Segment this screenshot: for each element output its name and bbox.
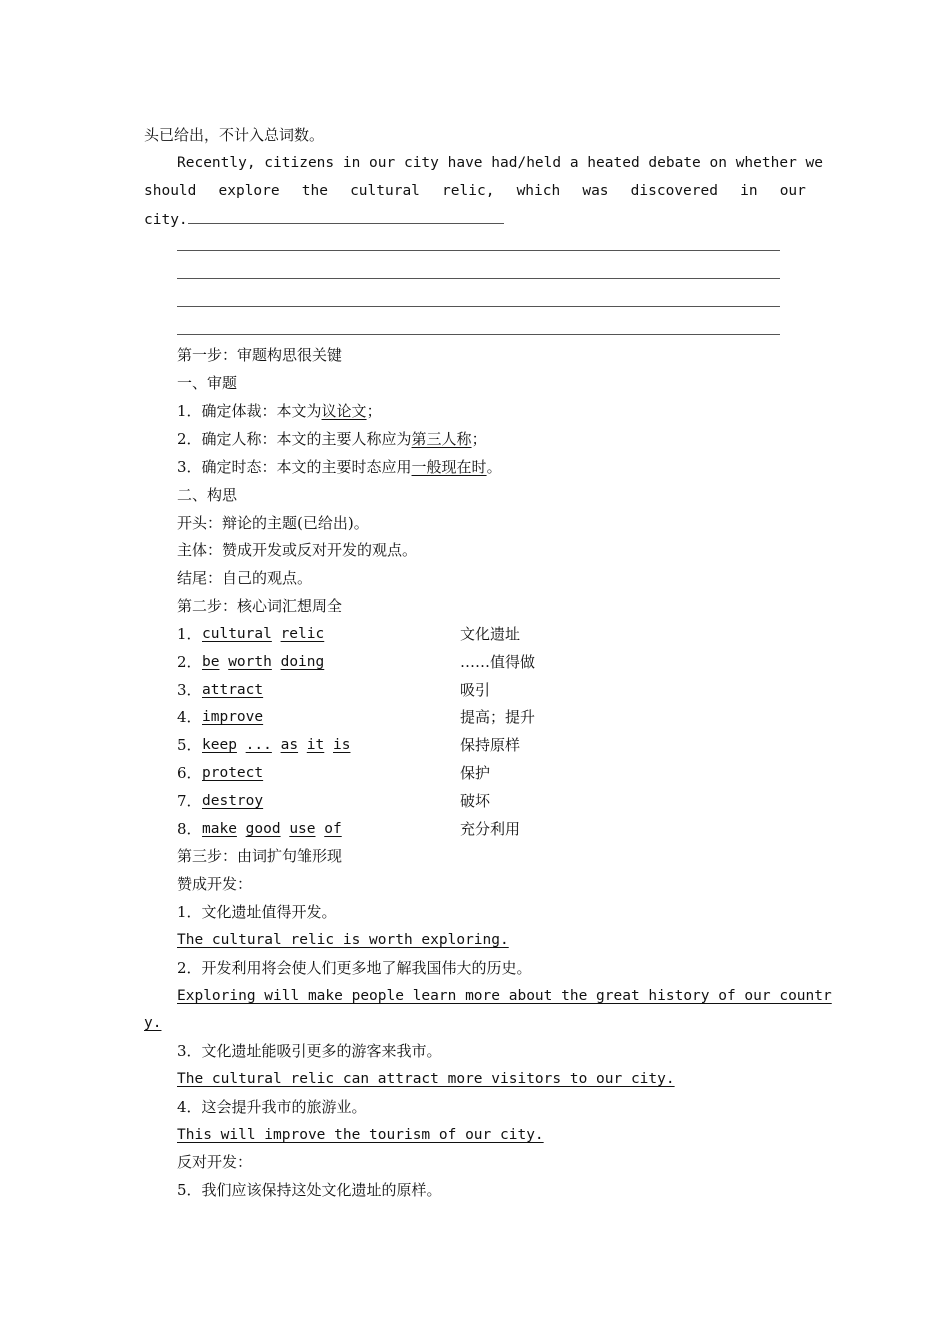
passage-line-3 [144, 209, 504, 230]
sentence-1-en [177, 930, 509, 950]
passage-word: relic, [442, 183, 495, 199]
genre-line [177, 401, 382, 421]
passage-word: which [516, 183, 561, 199]
vocab-chinese: 充分利用 [460, 820, 521, 838]
vocab-word: doing [280, 654, 325, 670]
con-heading: 反对开发： [177, 1153, 253, 1171]
passage-word: should [144, 183, 197, 199]
vocab-chinese: 吸引 [460, 681, 491, 699]
person-value: 第三人称 [411, 430, 472, 448]
vocab-english [202, 707, 263, 727]
vocab-word: destroy [202, 793, 264, 809]
vocab-english [202, 652, 324, 672]
sentence-2-en-line2 [144, 1013, 161, 1033]
sentence-4-en [177, 1125, 544, 1145]
instruction-tail: 头已给出，不计入总词数。 [144, 126, 325, 144]
vocab-number: 2． [177, 653, 202, 671]
vocab-word: protect [202, 765, 264, 781]
vocab-word: make [202, 821, 237, 837]
sentence-2-zh: 2．开发利用将会使人们更多地了解我国伟大的历史。 [177, 959, 532, 977]
sentence-1-zh: 1．文化遗址值得开发。 [177, 903, 337, 921]
person-suffix: ； [471, 430, 487, 448]
sentence-2-en-text-2: y. [144, 1015, 162, 1031]
genre-prefix: 1．确定体裁：本文为 [177, 402, 322, 420]
vocab-english [202, 624, 324, 644]
step3-title: 第三步：由词扩句雏形现 [177, 847, 343, 865]
passage-line-2 [144, 181, 806, 201]
passage-word: the [301, 183, 328, 199]
vocab-number: 4． [177, 708, 202, 726]
ending-line: 结尾：自己的观点。 [177, 569, 313, 587]
sentence-3-en-text: The cultural relic can attract more visitors to our city. [177, 1071, 675, 1087]
genre-suffix: ； [366, 402, 382, 420]
vocab-number: 7． [177, 792, 202, 810]
vocab-chinese: 提高；提升 [460, 708, 536, 726]
vocab-word: good [245, 821, 281, 837]
vocab-english [202, 680, 263, 700]
vocab-word: ... [245, 737, 272, 753]
sentence-5-zh: 5．我们应该保持这处文化遗址的原样。 [177, 1181, 442, 1199]
sentence-4-zh: 4．这会提升我市的旅游业。 [177, 1098, 367, 1116]
passage-line-1: Recently, citizens in our city have had/held a heated debate on whether we [177, 155, 824, 171]
vocab-number: 8． [177, 820, 202, 838]
vocab-chinese: ……值得做 [460, 653, 536, 671]
passage-word: cultural [350, 183, 420, 199]
vocab-number: 1． [177, 625, 202, 643]
vocab-word: cultural [202, 626, 272, 642]
passage-word: was [582, 183, 609, 199]
passage-line-3-text: city. [144, 212, 188, 228]
sentence-4-en-text: This will improve the tourism of our city. [177, 1127, 544, 1143]
vocab-word: keep [202, 737, 237, 753]
vocab-word: worth [228, 654, 272, 670]
answer-line-4[interactable] [177, 334, 780, 335]
vocab-word: use [289, 821, 316, 837]
vocab-word: be [202, 654, 220, 670]
vocab-english [202, 819, 342, 839]
person-prefix: 2．确定人称：本文的主要人称应为 [177, 430, 412, 448]
passage-word: our [779, 183, 806, 199]
vocab-chinese: 文化遗址 [460, 625, 521, 643]
pro-heading: 赞成开发： [177, 875, 253, 893]
vocab-number: 3． [177, 681, 202, 699]
vocab-word: relic [280, 626, 325, 642]
vocab-chinese: 保护 [460, 764, 491, 782]
vocab-chinese: 保持原样 [460, 736, 521, 754]
vocab-number: 6． [177, 764, 202, 782]
vocab-word: it [306, 737, 325, 753]
answer-line-2[interactable] [177, 278, 780, 279]
tense-value: 一般现在时 [411, 458, 487, 476]
shenti-heading: 一、审题 [177, 374, 238, 392]
sentence-2-en-line1 [177, 986, 832, 1006]
vocab-number: 5． [177, 736, 202, 754]
tense-line [177, 457, 502, 477]
passage-word: discovered [630, 183, 718, 199]
body-line: 主体：赞成开发或反对开发的观点。 [177, 541, 418, 559]
answer-blank[interactable] [188, 209, 504, 224]
step2-title: 第二步：核心词汇想周全 [177, 597, 343, 615]
vocab-word: attract [202, 682, 264, 698]
step1-title: 第一步：审题构思很关键 [177, 346, 343, 364]
sentence-3-zh: 3．文化遗址能吸引更多的游客来我市。 [177, 1042, 442, 1060]
vocab-english [202, 763, 263, 783]
sentence-3-en [177, 1069, 675, 1089]
answer-line-3[interactable] [177, 306, 780, 307]
vocab-word: as [280, 737, 299, 753]
vocab-english [202, 791, 263, 811]
sentence-1-en-text: The cultural relic is worth exploring. [177, 932, 509, 948]
answer-line-1[interactable] [177, 250, 780, 251]
opening-line: 开头：辩论的主题(已给出)。 [177, 514, 369, 532]
tense-prefix: 3．确定时态：本文的主要时态应用 [177, 458, 412, 476]
genre-value: 议论文 [321, 402, 367, 420]
vocab-word: improve [202, 709, 264, 725]
vocab-chinese: 破坏 [460, 792, 491, 810]
vocab-word: is [333, 737, 351, 753]
gousi-heading: 二、构思 [177, 486, 238, 504]
passage-word: in [740, 183, 758, 199]
passage-word: explore [218, 183, 280, 199]
vocab-english [202, 735, 350, 755]
vocab-word: of [324, 821, 342, 837]
sentence-2-en-text-1: Exploring will make people learn more about the great history of our countr [177, 988, 832, 1004]
tense-suffix: 。 [486, 458, 502, 476]
person-line [177, 429, 487, 449]
